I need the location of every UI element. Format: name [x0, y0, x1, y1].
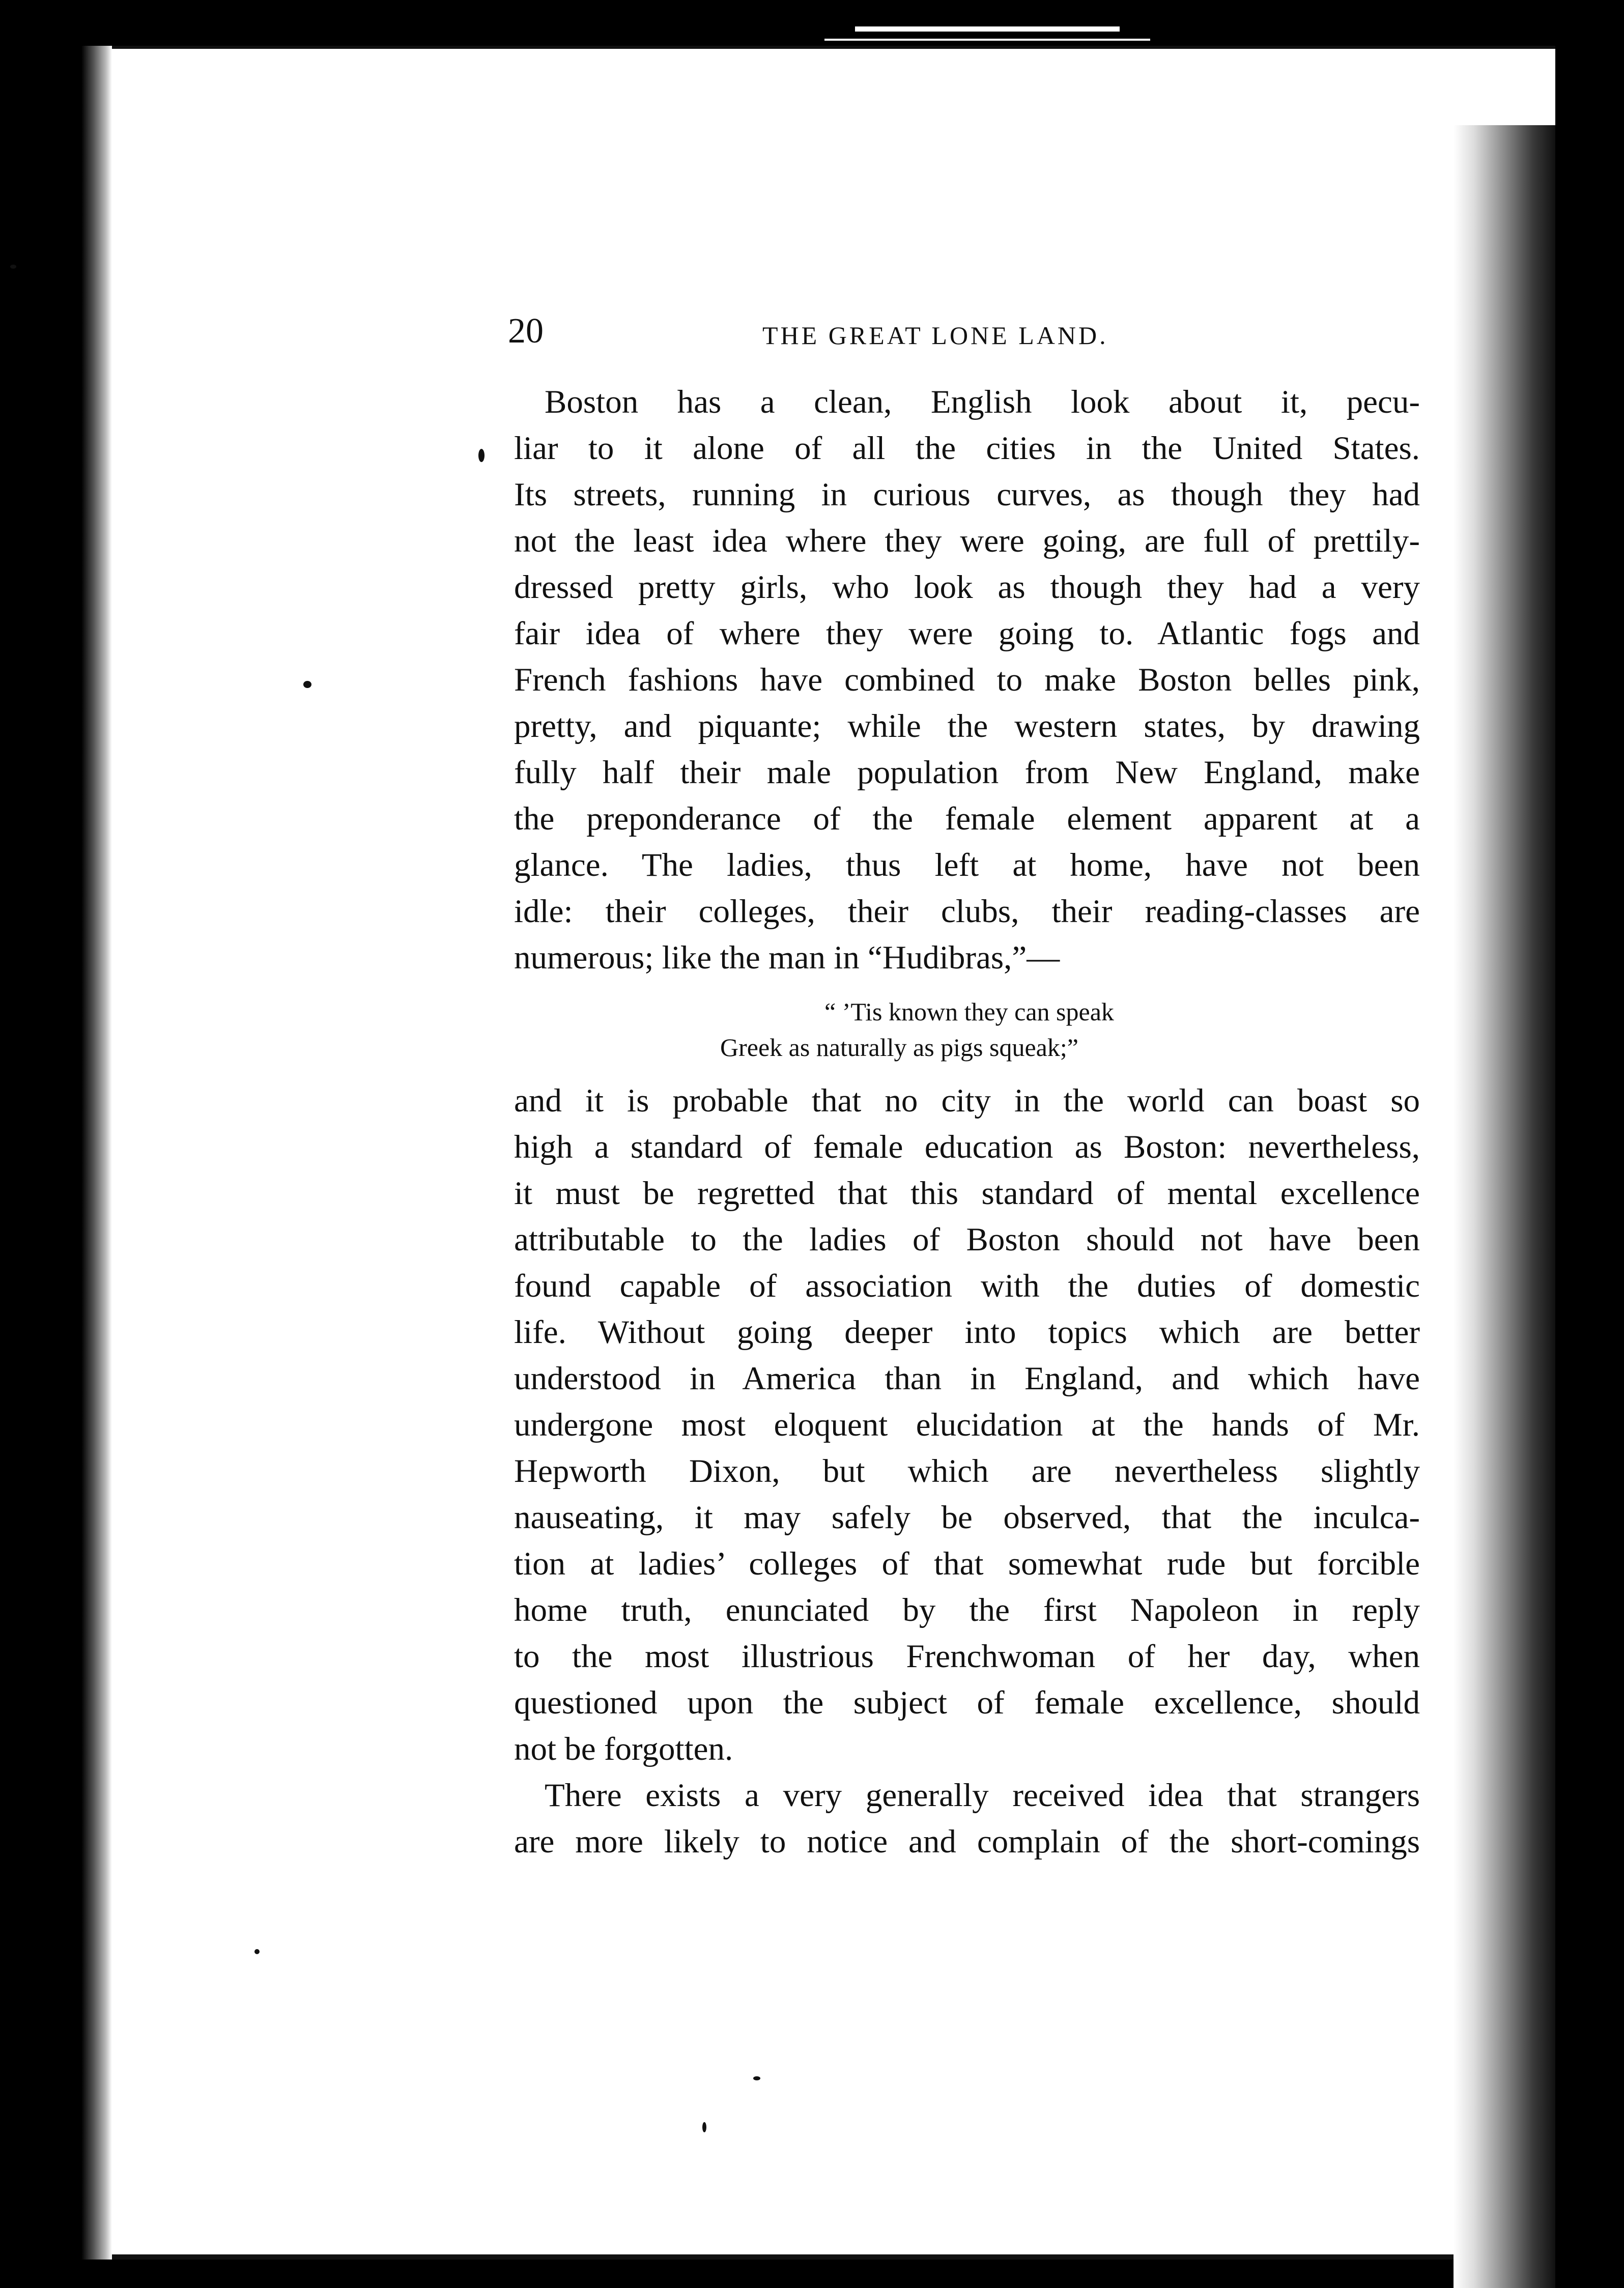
scan-speck — [254, 1949, 260, 1954]
verse-quote — [514, 994, 1420, 1065]
text-line: pretty, and piquante; while the western states, by drawing — [514, 708, 1420, 745]
text-line: French fashions have combined to make Boston belles pink, — [514, 662, 1420, 698]
text-line: not the least idea where they were going, are full of prettily- — [514, 523, 1420, 559]
text-line: dressed pretty girls, who look as though they had a very — [514, 569, 1420, 606]
text-line: to the most illustrious Frenchwoman of her day, when — [514, 1638, 1420, 1675]
body-text — [514, 379, 1420, 1865]
text-line: nauseating, it may safely be observed, that the inculca- — [514, 1499, 1420, 1536]
quote-line: Greek as naturally as pigs squeak;” — [720, 1033, 1078, 1062]
text-line: fully half their male population from New England, make — [514, 754, 1420, 791]
text-line: and it is probable that no city in the world can boast so — [514, 1082, 1420, 1119]
page-number: 20 — [508, 311, 544, 351]
text-line: numerous; like the man in “Hudibras,”— — [514, 939, 1060, 976]
text-line: Its streets, running in curious curves, as though they had — [514, 476, 1420, 513]
scan-speck — [10, 265, 16, 269]
scan-speck — [702, 2122, 706, 2132]
text-line: it must be regretted that this standard of mental excellence — [514, 1175, 1420, 1212]
scan-edge-mark — [824, 39, 1150, 41]
page-left-edge — [81, 46, 112, 2260]
paragraph — [514, 1772, 1420, 1865]
running-title: THE GREAT LONE LAND. — [762, 321, 1108, 350]
text-line: found capable of association with the duties of domestic — [514, 1268, 1420, 1304]
text-line: not be forgotten. — [514, 1731, 733, 1767]
text-line: glance. The ladies, thus left at home, have not been — [514, 847, 1420, 883]
text-line: idle: their colleges, their clubs, their reading-classes are — [514, 893, 1420, 930]
text-line: are more likely to notice and complain of the short-comings — [514, 1823, 1420, 1860]
text-line: questioned upon the subject of female excellence, should — [514, 1684, 1420, 1721]
text-line: undergone most eloquent elucidation at the hands of Mr. — [514, 1407, 1420, 1443]
scan-edge-mark — [855, 26, 1120, 32]
page-header — [508, 308, 1424, 354]
paragraph — [514, 1078, 1420, 1772]
text-line: There exists a very generally received idea that strangers — [545, 1777, 1420, 1814]
text-line: Boston has a clean, English look about it, pecu- — [545, 384, 1420, 420]
scan-speck — [478, 449, 485, 462]
text-line: attributable to the ladies of Boston should not have been — [514, 1221, 1420, 1258]
text-line: life. Without going deeper into topics which are better — [514, 1314, 1420, 1351]
paragraph — [514, 379, 1420, 981]
text-line: liar to it alone of all the cities in the United States. — [514, 430, 1420, 467]
text-line: tion at ladies’ colleges of that somewhat rude but forcible — [514, 1546, 1420, 1582]
scan-speck — [303, 681, 311, 688]
page-gutter-shadow — [1454, 125, 1555, 2288]
scan-speck — [753, 2076, 760, 2080]
text-line: understood in America than in England, and which have — [514, 1360, 1420, 1397]
quote-line: “ ’Tis known they can speak — [824, 997, 1114, 1026]
text-line: the preponderance of the female element apparent at a — [514, 800, 1420, 837]
text-line: Hepworth Dixon, but which are nevertheless slightly — [514, 1453, 1420, 1490]
text-line: home truth, enunciated by the first Napoleon in reply — [514, 1592, 1420, 1628]
text-line: fair idea of where they were going to. Atlantic fogs and — [514, 615, 1420, 652]
text-line: high a standard of female education as Boston: nevertheless, — [514, 1129, 1420, 1165]
